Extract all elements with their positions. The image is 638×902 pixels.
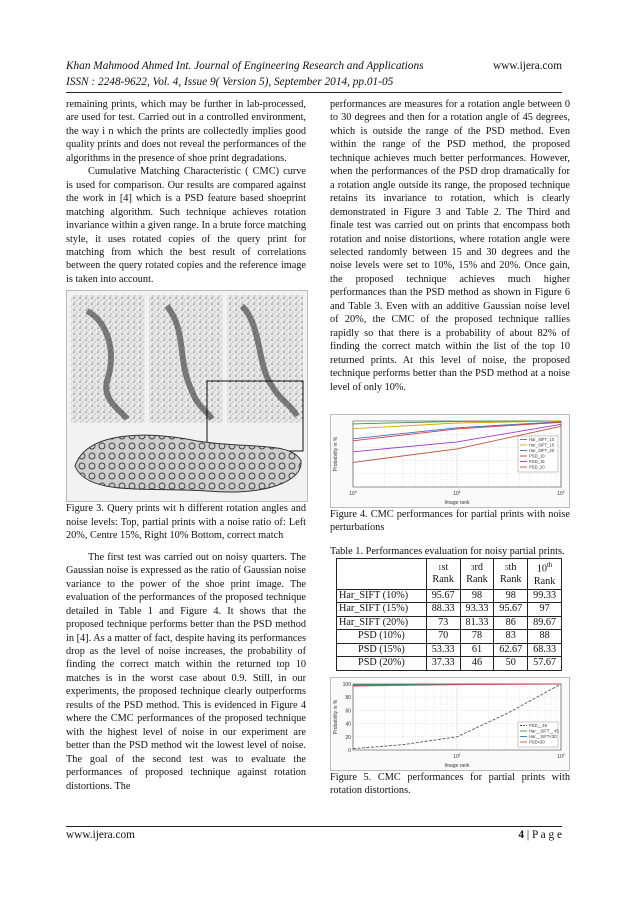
x-axis-label: Image rank bbox=[444, 499, 470, 506]
x-tick-label: $10^1$ bbox=[453, 489, 461, 497]
issn-line: ISSN : 2248-9622, Vol. 4, Issue 9( Version 5), September 2014, pp.01-05 bbox=[66, 76, 394, 88]
table-row bbox=[337, 616, 562, 630]
table-cell: 46 bbox=[460, 657, 494, 671]
table-cell: 50 bbox=[494, 657, 528, 671]
legend-label: Har__SIFT__45 bbox=[529, 728, 559, 734]
table-cell: 86 bbox=[494, 616, 528, 630]
table-cell: 57.67 bbox=[528, 657, 562, 671]
table-header-cell: 3rd Rank bbox=[460, 559, 494, 589]
legend-label: PSD_15 bbox=[529, 458, 545, 464]
y-tick-label: 0 bbox=[348, 747, 351, 754]
x-tick-label: $10^0$ bbox=[349, 489, 357, 497]
table-row bbox=[337, 643, 562, 657]
figure-4-caption: Figure 4. CMC performances for partial prints with noise perturbations bbox=[330, 508, 570, 534]
journal-title: Khan Mahmood Ahmed Int. Journal of Engineering Research and Applications bbox=[66, 60, 424, 72]
y-axis-label: Probability in % bbox=[333, 436, 339, 472]
legend-label: Har_SIFT_20 bbox=[529, 447, 555, 453]
legend-label: Har_SIFT_15 bbox=[529, 442, 555, 448]
legend-label: PSD_20 bbox=[529, 464, 545, 470]
paragraph: Cumulative Matching Characteristic ( CMC) curve is used for comparison. Our results are compared against the work in [4] which is a PSD feature based shoeprint matching algorithm. Such technique achieves rotation invariance within a given range. In a brute force matching style, it uses rotated copies of the query print for matching from which the best result of correlations between the query rotated copies and the reference image is taken into account. bbox=[66, 166, 306, 285]
figure-5-caption: Figure 5. CMC performances for partial prints with rotation distortions. bbox=[330, 771, 570, 797]
table-cell: 37.33 bbox=[426, 657, 460, 671]
footer-divider bbox=[66, 826, 562, 827]
table-cell: 99.33 bbox=[528, 589, 562, 603]
x-tick-label: $10^1$ bbox=[453, 752, 461, 760]
table-cell: 98 bbox=[494, 589, 528, 603]
row-label: PSD (10%) bbox=[337, 630, 427, 644]
table-header-cell: 1st Rank bbox=[426, 559, 460, 589]
figure-3-image bbox=[66, 290, 308, 502]
table-header-cell: 5th Rank bbox=[494, 559, 528, 589]
journal-url[interactable]: www.ijera.com bbox=[493, 60, 562, 72]
legend-label: PSD<30 bbox=[529, 739, 545, 745]
x-axis-label: Image rank bbox=[444, 762, 470, 769]
legend-label: PSD__45 bbox=[529, 722, 547, 728]
cmc-noise-chart bbox=[331, 415, 569, 507]
x-tick-label: $10^2$ bbox=[557, 489, 565, 497]
table-1-caption: Table 1. Performances evaluation for noisy partial prints. bbox=[330, 545, 565, 557]
x-tick-label: $10^2$ bbox=[557, 752, 565, 760]
table-row bbox=[337, 630, 562, 644]
table-cell: 81.33 bbox=[460, 616, 494, 630]
table-cell: 88.33 bbox=[426, 603, 460, 617]
table-cell: 98 bbox=[460, 589, 494, 603]
table-row bbox=[337, 589, 562, 603]
legend-label: PSD_10 bbox=[529, 453, 545, 459]
paragraph: The first test was carried out on noisy quarters. The Gaussian noise is expressed as the ratio of Gaussian noise variance to the power of the shoe print image. The evaluation of the performances of the proposed technique detailed in Table 1 and Figure 4. It shows that the proposed technique performs better than the PSD method in [4]. As a matter of fact, despite having its performances drop as the level of noise increases, the probability of finding the correct match within the returned top 10 matches is in the worst case about 0.9. Still, in our experiments, the proposed technique clearly outperforms results of the PSD method. This is evidenced in Figure 4 where the CMC performances of the proposed technique with the highest level of noise in our experiment are better than the PSD method wit the lowest level of noise. The goal of the second test was to evaluate the performances of proposed technique against rotation distortions. The bbox=[66, 551, 306, 792]
y-axis-label: Probability in % bbox=[333, 699, 339, 735]
shoeprint-illustration bbox=[67, 291, 307, 501]
table-cell: 83 bbox=[494, 630, 528, 644]
table-cell: 73 bbox=[426, 616, 460, 630]
paragraph: remaining prints, which may be further in lab-processed, are used for test. Carried out in a controlled environment, the way i n which the prints are collectedly implies good quality prints and does not reveal the performances of the algorithms in the presence of shoe print degradations. bbox=[66, 99, 306, 164]
legend-label: Har__SIFT<30 bbox=[529, 733, 557, 739]
page-number: 4 | P a g e bbox=[518, 829, 562, 841]
y-tick-label: 60 bbox=[345, 708, 351, 715]
left-column bbox=[66, 98, 306, 793]
table-cell: 97 bbox=[528, 603, 562, 617]
table-cell: 70 bbox=[426, 630, 460, 644]
y-tick-label: 100 bbox=[342, 681, 351, 688]
y-tick-label: 80 bbox=[345, 695, 351, 702]
table-cell: 53.33 bbox=[426, 643, 460, 657]
table-cell: 62.67 bbox=[494, 643, 528, 657]
table-header-cell: 10th Rank bbox=[528, 559, 562, 589]
y-tick-label: 20 bbox=[345, 734, 351, 741]
table-header-empty bbox=[337, 559, 427, 589]
running-header bbox=[66, 58, 562, 90]
row-label: Har_SIFT (20%) bbox=[337, 616, 427, 630]
row-label: Har_SIFT (15%) bbox=[337, 603, 427, 617]
table-cell: 89.67 bbox=[528, 616, 562, 630]
header-divider bbox=[66, 92, 562, 93]
cmc-rotation-chart bbox=[331, 678, 569, 770]
table-cell: 93.33 bbox=[460, 603, 494, 617]
paragraph: performances are measures for a rotation angle between 0 to 30 degrees and then for a rotation angle of 45 degrees, which is outside the range of the PSD method. Even within the range of the PSD method, the proposed technique achieves much better performances. However, when the performances of the PSD drop dramatically for a rotation angle outside its range, the proposed technique retains its invariance to rotation, which is clearly demonstrated in Figure 3 and Table 2. The Third and finale test was carried out on prints that encompass both rotation and noise distortions, where rotation angle were selected randomly between 15 and 30 degrees and the noise levels were set to 10%, 15% and 20%. Once gain, the proposed technique achieves much higher performances than the PSD method as shown in Figure 6 and Table 3. Even with an additive Gaussian noise level of 20%, the CMC of the proposed technique rallies rapidly so that there is a probability of about 82% of finding the correct match within the list of the top 10 returned prints. At this level of noise, the proposed technique performs better than the PSD method at a noise level of only 10%. bbox=[330, 99, 570, 393]
figure-4-chart bbox=[330, 414, 570, 508]
right-column bbox=[330, 98, 570, 798]
table-row bbox=[337, 657, 562, 671]
table-cell: 95.67 bbox=[494, 603, 528, 617]
row-label: PSD (15%) bbox=[337, 643, 427, 657]
page-footer bbox=[66, 829, 562, 841]
row-label: Har_SIFT (10%) bbox=[337, 589, 427, 603]
table-row bbox=[337, 603, 562, 617]
legend-label: Har_SIFT_10 bbox=[529, 436, 555, 442]
table-cell: 78 bbox=[460, 630, 494, 644]
table-cell: 61 bbox=[460, 643, 494, 657]
table-cell: 88 bbox=[528, 630, 562, 644]
footer-url[interactable]: www.ijera.com bbox=[66, 829, 135, 841]
table-header-row bbox=[337, 559, 562, 589]
figure-5-chart bbox=[330, 677, 570, 771]
table-cell: 68.33 bbox=[528, 643, 562, 657]
figure-3-caption: Figure 3. Query prints wit h different rotation angles and noise levels: Top, partial prints with a noise ratio of: Left 20%, Centre 15%, Right 10% Bottom, correct match bbox=[66, 503, 306, 542]
row-label: PSD (20%) bbox=[337, 657, 427, 671]
y-tick-label: 40 bbox=[345, 721, 351, 728]
table-1 bbox=[336, 558, 562, 670]
table-cell: 95.67 bbox=[426, 589, 460, 603]
